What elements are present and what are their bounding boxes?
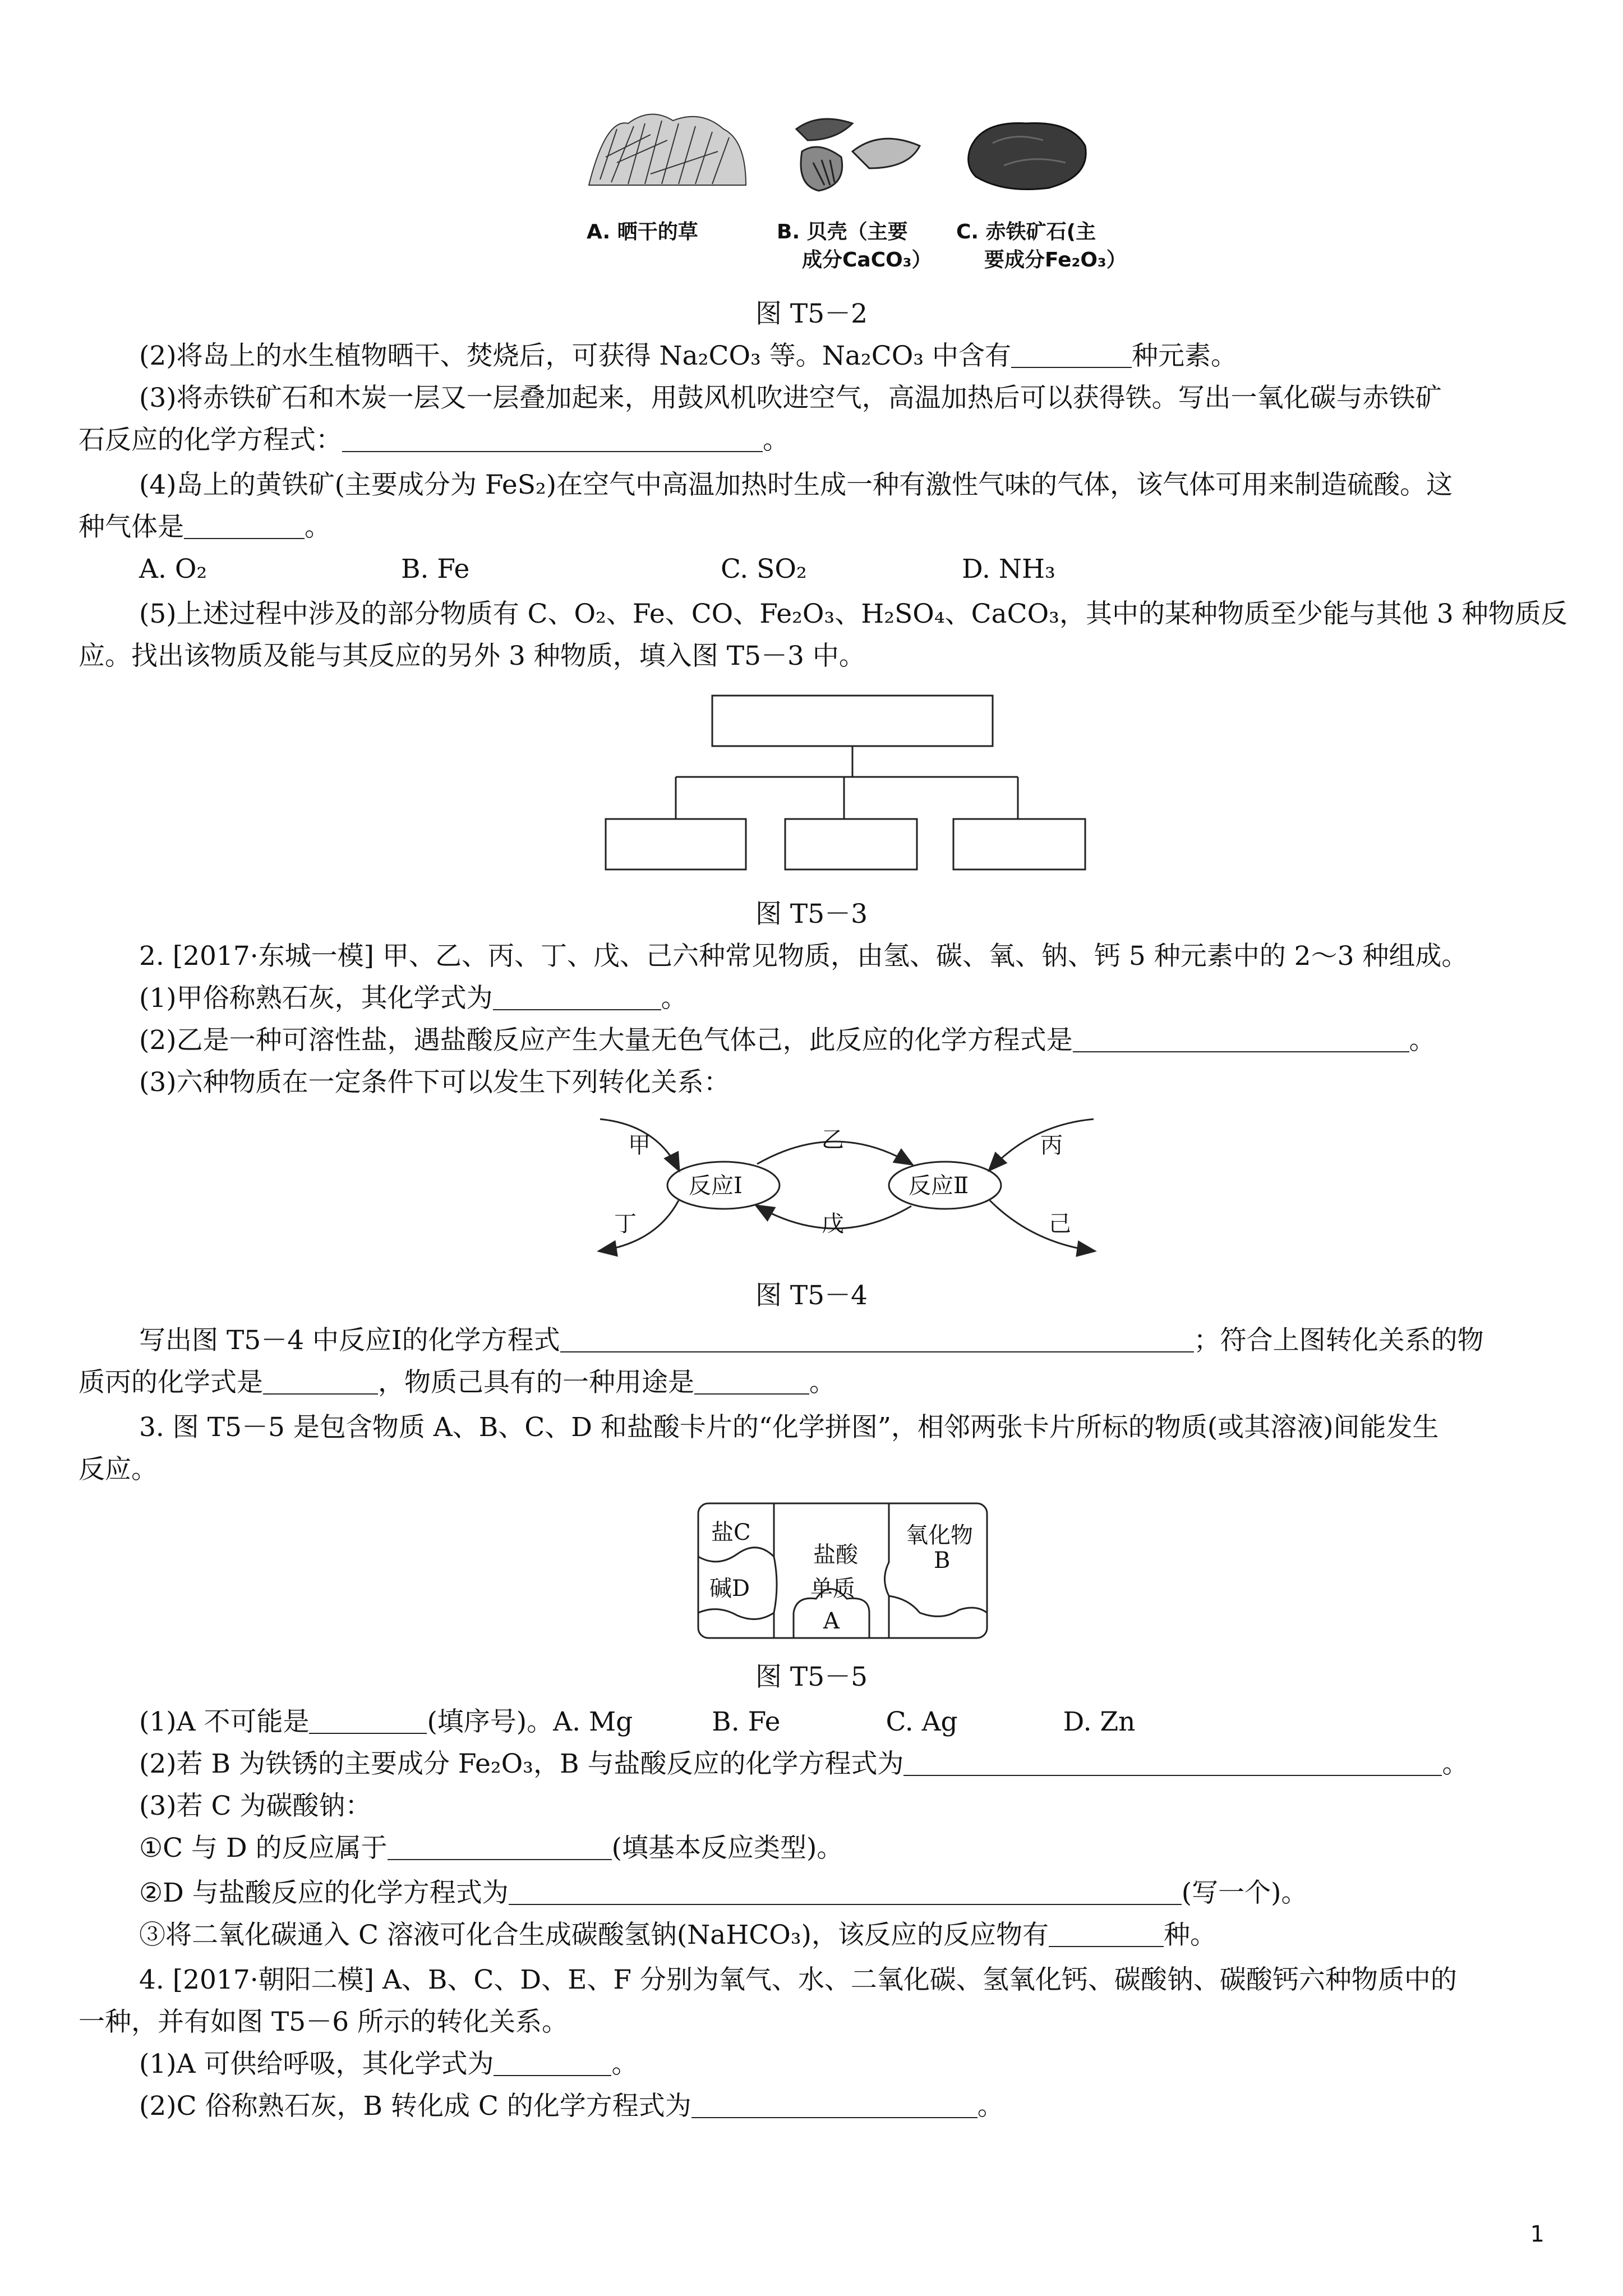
card-oxide-b-line1: 氧化物 bbox=[906, 1522, 973, 1548]
question-line: (3)若 C 为碳酸钠： bbox=[139, 1791, 372, 1821]
card-element-a-line2: A bbox=[823, 1608, 840, 1634]
card-hydrochloric-acid: 盐酸 bbox=[813, 1542, 858, 1568]
option-c: C. SO₂ bbox=[721, 554, 807, 585]
question-line: (2)C 俗称熟石灰，B 转化成 C 的化学方程式为 。 bbox=[139, 2091, 1004, 2122]
substance-ding: 丁 bbox=[614, 1211, 637, 1237]
question-line: 3. 图 T5－5 是包含物质 A、B、C、D 和盐酸卡片的“化学拼图”，相邻两张卡片所标的物质(或其溶液)间能发生 bbox=[139, 1412, 1439, 1443]
question-line: (3)将赤铁矿石和木炭一层又一层叠加起来，用鼓风机吹进空气，高温加热后可以获得铁。写出一氧化碳与赤铁矿 bbox=[139, 383, 1442, 413]
figure-caption: 图 T5－4 bbox=[755, 1280, 868, 1311]
option-b: B. Fe bbox=[401, 554, 470, 585]
chemistry-puzzle-diagram bbox=[695, 1501, 993, 1646]
substance-wu: 戊 bbox=[822, 1211, 844, 1237]
answer-tree-diagram bbox=[600, 690, 1094, 881]
answer-box-middle bbox=[785, 819, 917, 869]
figure-caption: 图 T5－5 bbox=[755, 1662, 868, 1692]
question-line: 2. [2017·东城一模] 甲、乙、丙、丁、戊、己六种常见物质，由氢、碳、氧、钠、钙 5 种元素中的 2～3 种组成。 bbox=[139, 941, 1468, 972]
substance-jia: 甲 bbox=[628, 1133, 651, 1158]
question-line: (4)岛上的黄铁矿(主要成分为 FeS₂)在空气中高温加热时生成一种有激性气味的气体，该气体可用来制造硫酸。这 bbox=[139, 470, 1453, 500]
hematite-picture bbox=[959, 115, 1094, 194]
substance-ji: 己 bbox=[1049, 1211, 1071, 1237]
question-line: 质丙的化学式是 ，物质己具有的一种用途是 。 bbox=[79, 1367, 836, 1398]
answer-box-top bbox=[712, 696, 993, 746]
question-line: (2)若 B 为铁锈的主要成分 Fe₂O₃，B 与盐酸反应的化学方程式为 。 bbox=[139, 1749, 1469, 1779]
option-a: A. O₂ bbox=[139, 554, 208, 585]
question-line: 石反应的化学方程式： 。 bbox=[79, 425, 789, 455]
shells-picture bbox=[785, 107, 942, 196]
question-line: (1)甲俗称熟石灰，其化学式为 。 bbox=[139, 983, 688, 1014]
reaction-cycle-diagram bbox=[594, 1114, 1099, 1259]
figure-caption: 图 T5－2 bbox=[755, 298, 868, 329]
reaction1-label: 反应Ⅰ bbox=[689, 1173, 743, 1199]
question-line: 应。找出该物质及能与其反应的另外 3 种物质，填入图 T5－3 中。 bbox=[79, 641, 865, 671]
figure-label-b-line1: B. 贝壳（主要 bbox=[777, 220, 908, 243]
question-line: ③将二氧化碳通入 C 溶液可化合生成碳酸氢钠(NaHCO₃)，该反应的反应物有 种。 bbox=[139, 1920, 1216, 1950]
question-line: 一种，并有如图 T5－6 所示的转化关系。 bbox=[79, 2007, 569, 2037]
figure-label-a: A. 晒干的草 bbox=[587, 220, 698, 243]
card-salt-c: 盐C bbox=[711, 1520, 751, 1545]
answer-box-left bbox=[606, 819, 746, 869]
page-number: 1 bbox=[1530, 2221, 1544, 2247]
question-line: (1)A 不可能是 (填序号)。A. Mg B. Fe C. Ag D. Zn bbox=[139, 1706, 1136, 1737]
question-line: (2)将岛上的水生植物晒干、焚烧后，可获得 Na₂CO₃ 等。Na₂CO₃ 中含有 种元素。 bbox=[139, 341, 1238, 371]
card-oxide-b-line2: B bbox=[934, 1548, 951, 1573]
figure-label-c-line1: C. 赤铁矿石(主 bbox=[956, 220, 1096, 243]
figure-label-c-line2: 要成分Fe₂O₃） bbox=[984, 249, 1127, 272]
question-line: 反应。 bbox=[79, 1454, 158, 1485]
substance-bing: 丙 bbox=[1040, 1133, 1063, 1158]
question-line: ②D 与盐酸反应的化学方程式为 (写一个)。 bbox=[139, 1878, 1308, 1908]
card-element-a-line1: 单质 bbox=[810, 1576, 855, 1602]
card-base-d: 碱D bbox=[709, 1576, 750, 1602]
question-line: (2)乙是一种可溶性盐，遇盐酸反应产生大量无色气体己，此反应的化学方程式是 。 bbox=[139, 1025, 1436, 1056]
question-line: 写出图 T5－4 中反应Ⅰ的化学方程式 ；符合上图转化关系的物 bbox=[139, 1325, 1484, 1356]
question-line: ①C 与 D 的反应属于 (填基本反应类型)。 bbox=[139, 1833, 843, 1864]
question-line: (5)上述过程中涉及的部分物质有 C、O₂、Fe、CO、Fe₂O₃、H₂SO₄、CaCO₃，其中的某种物质至少能与其他 3 种物质反 bbox=[139, 599, 1567, 629]
figure-caption: 图 T5－3 bbox=[755, 899, 868, 930]
substance-yi: 乙 bbox=[822, 1127, 844, 1153]
question-line: (3)六种物质在一定条件下可以发生下列转化关系： bbox=[139, 1067, 730, 1098]
reaction2-label: 反应Ⅱ bbox=[909, 1173, 969, 1199]
question-line: (1)A 可供给呼吸，其化学式为 。 bbox=[139, 2049, 638, 2079]
figure-label-b-line2: 成分CaCO₃） bbox=[802, 249, 932, 272]
question-line: 4. [2017·朝阳二模] A、B、C、D、E、F 分别为氧气、水、二氧化碳、氢氧化钙、碳酸钠、碳酸钙六种物质中的 bbox=[139, 1964, 1457, 1995]
question-line: 种气体是 。 bbox=[79, 512, 331, 542]
option-d: D. NH₃ bbox=[962, 554, 1055, 585]
answer-box-right bbox=[953, 819, 1085, 869]
dried-grass-picture bbox=[583, 107, 751, 191]
